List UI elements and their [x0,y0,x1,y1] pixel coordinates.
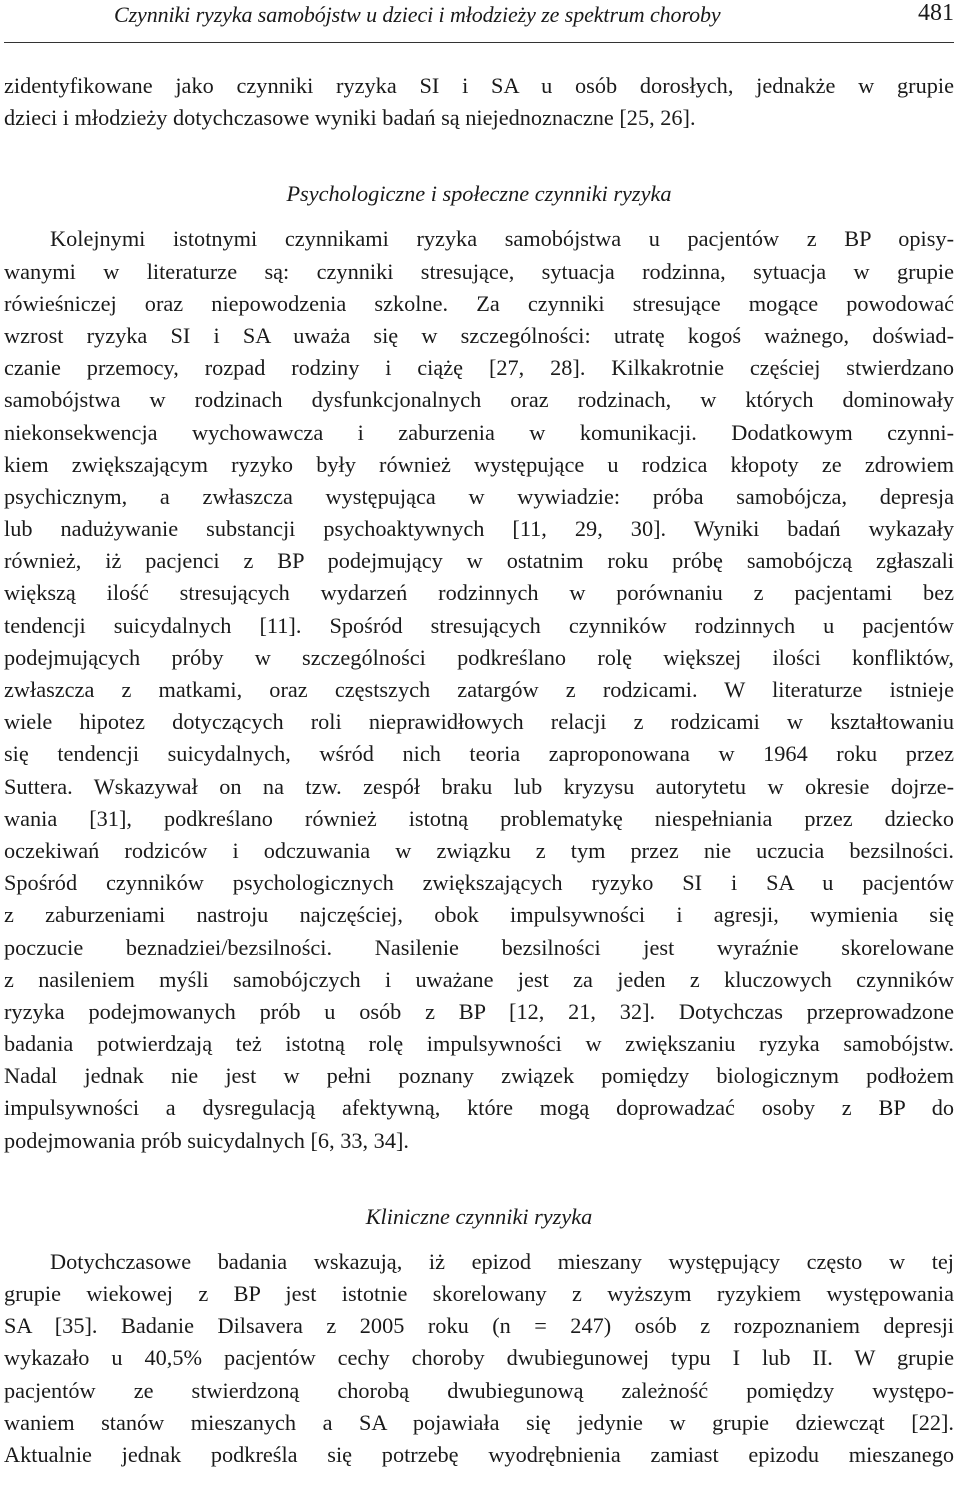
running-title: Czynniki ryzyka samobójstw u dzieci i młodzieży ze spektrum choroby [114,2,721,27]
text-line: wykazało u 40,5% pacjentów cechy choroby dwubiegunowej typu I lub II. W grupie [4,1345,954,1371]
text-line: rówieśniczej oraz niepowodzenia szkolne. Za czynniki stresujące mogące powodować [4,290,954,316]
text-line: pacjentów ze stwierdzoną chorobą dwubiegunową zależność pomiędzy występo- [4,1377,954,1403]
text-line: czanie przemocy, rozpad rodziny i ciążę [27, 28]. Kilkakrotnie częściej stwierdzano [4,355,954,381]
text-line: ryzyka podejmowanych prób u osób z BP [12, 21, 32]. Dotychczas przeprowadzone [4,998,954,1024]
text-line: z nasileniem myśli samobójczych i uważane jest za jeden z kluczowych czynników [4,966,954,992]
text-line: waniem stanów mieszanych a SA pojawiała się jedynie w grupie dziewcząt [22]. [4,1409,954,1435]
text-line: samobójstwa w rodzinach dysfunkcjonalnych oraz rodzinach, w których dominowały [4,387,954,413]
text-line: niekonsekwencja wychowawcza i zaburzenia w komunikacji. Dodatkowym czynni- [4,419,954,445]
paragraph-psychological [4,223,954,1156]
text-line: kiem zwiększającym ryzyko były również występujące u rodzica kłopoty ze zdrowiem [4,451,954,477]
text-line: dzieci i młodzieży dotychczasowe wyniki badań są niejednoznaczne [25, 26]. [4,105,696,131]
text-line: podejmowania prób suicydalnych [6, 33, 34]. [4,1127,409,1153]
text-line: oczekiwań rodziców i odczuwania w związku z tym przez nie uczucia bezsilności. [4,837,954,863]
text-line: tendencji suicydalnych [11]. Spośród stresujących czynników rodzinnych u pacjentów [4,612,954,638]
text-line: Dotychczasowe badania wskazują, iż epizod mieszany występujący często w tej [50,1248,954,1274]
text-line: wiele hipotez dotyczących roli nieprawidłowych relacji z rodzicami w kształtowaniu [4,709,954,735]
text-line: podejmujących próby w szczególności podkreślano rolę większej ilości konfliktów, [4,644,954,670]
paragraph-clinical [4,1246,954,1471]
text-line: badania potwierdzają też istotną rolę impulsywności w zwiększaniu ryzyka samobójstw. [4,1031,954,1057]
text-line: Aktualnie jednak podkreśla się potrzebę wyodrębnienia zamiast epizodu mieszanego [4,1441,954,1467]
page-number: 481 [918,0,954,26]
text-line: wanymi w literaturze są: czynniki stresujące, sytuacja rodzinna, sytuacja w grupie [4,258,954,284]
text-line: większą ilość stresujących wydarzeń rodzinnych w porównaniu z pacjentami bez [4,580,954,606]
document-page [4,0,954,1471]
text-line: również, iż pacjenci z BP podejmujący w ostatnim roku próbę samobójczą zgłaszali [4,548,954,574]
text-line: lub nadużywanie substancji psychoaktywnych [11, 29, 30]. Wyniki badań wykazały [4,516,954,542]
text-line: poczucie beznadziei/bezsilności. Nasilenie bezsilności jest wyraźnie skorelowane [4,934,954,960]
section-heading-psychological: Psychologiczne i społeczne czynniki ryzyka [286,181,672,207]
text-line: Nadal jednak nie jest w pełni poznany związek pomiędzy biologicznym podłożem [4,1063,954,1089]
text-line: grupie wiekowej z BP jest istotnie skorelowany z wyższym ryzykiem występowania [4,1281,954,1306]
text-line: wania [31], podkreślano również istotną problematykę niespełniania przez dziecko [4,805,954,831]
text-line: zidentyfikowane jako czynniki ryzyka SI i SA u osób dorosłych, jednakże w grupie [4,73,954,98]
text-line: psychicznym, a zwłaszcza występująca w wywiadzie: próba samobójcza, depresja [4,483,954,509]
text-line: SA [35]. Badanie Dilsavera z 2005 roku (n = 247) osób z rozpoznaniem depresji [4,1313,954,1339]
text-line: impulsywności a dysregulacją afektywną, które mogą doprowadzać osoby z BP do [4,1095,954,1121]
text-line: Spośród czynników psychologicznych zwiększających ryzyko SI i SA u pacjentów [4,870,954,896]
text-line: Kolejnymi istotnymi czynnikami ryzyka samobójstwa u pacjentów z BP opisy- [50,226,954,252]
text-line: zwłaszcza z matkami, oraz częstszych zatargów z rodzicami. W literaturze istnieje [4,677,954,702]
continued-paragraph [4,70,954,134]
running-header [4,0,954,43]
section-heading-clinical: Kliniczne czynniki ryzyka [365,1203,593,1229]
text-line: z zaburzeniami nastroju najczęściej, obok impulsywności i agresji, wymienia się [4,902,954,928]
text-line: się tendencji suicydalnych, wśród nich teoria zaproponowana w 1964 roku przez [4,741,954,767]
text-line: Suttera. Wskazywał on na tzw. zespół braku lub kryzysu autorytetu w okresie dojrze- [4,773,954,799]
text-line: wzrost ryzyka SI i SA uważa się w szczególności: utratę kogoś ważnego, doświad- [4,322,954,348]
